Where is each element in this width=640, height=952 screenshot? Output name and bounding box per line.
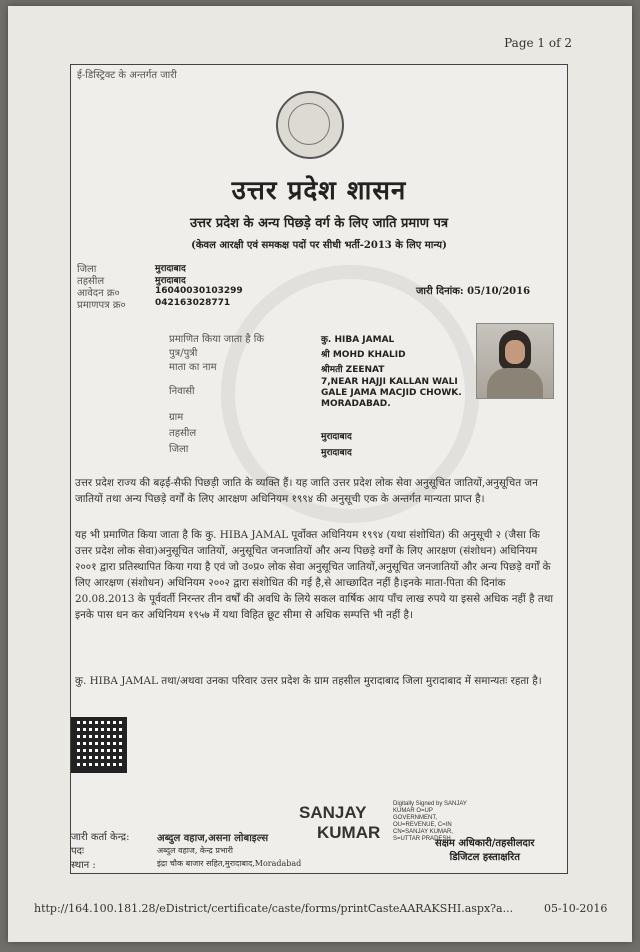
detail-value: मुरादाबाद <box>321 432 352 442</box>
detail-label: ग्राम <box>169 412 184 423</box>
certificate-title: उत्तर प्रदेश शासन <box>231 176 407 206</box>
meta-value: 16040030103299 <box>155 286 243 296</box>
certificate-frame <box>70 64 568 874</box>
detail-value: मुरादाबाद <box>321 448 352 458</box>
body-paragraph: कु. HIBA JAMAL तथा/अथवा उनका परिवार उत्तर प्रदेश के ग्राम तहसील मुरादाबाद जिला मुरादाबाद में समान्यतः रहता है। <box>75 675 542 687</box>
applicant-photo <box>476 323 554 399</box>
issuer-value: अब्दुल वहाज,असना लोबाइल्स <box>157 833 269 844</box>
certificate-note: (केवल आरक्षी एवं समकक्ष पदों पर सीधी भर्ती-2013 के लिए मान्य) <box>191 240 447 251</box>
issue-date: जारी दिनांक: 05/10/2016 <box>416 286 531 297</box>
digital-signature-text: Digitally Signed by SANJAY KUMAR O=UP GOVERNMENT, OU=REVENUE, C=IN CN=SANJAY KUMAR, S=UTTAR PRADESH <box>393 801 467 842</box>
footer-date: 05-10-2016 <box>544 902 608 915</box>
qr-code-icon <box>71 717 127 773</box>
edistrict-line: ई-डिस्ट्रिक्ट के अन्तर्गत जारी <box>77 70 177 81</box>
body-paragraph: उत्तर प्रदेश राज्य की बढ़ई-सैफी पिछड़ी जाति के व्यक्ति हैं। यह जाति उत्तर प्रदेश लोक सेवा अनुसूचित जातियों,अनुसूचित जन जातियों तथा अन्य पिछड़े वर्गों के लिए आरक्षण अधिनियम १९९४ की अनुसूची एक के अन्तर्गत मान्यता प्राप्त है। <box>75 477 538 505</box>
issuer-label: स्थान : <box>71 860 96 871</box>
issuer-value: इंद्रा चौक बाजार सहित,मुरादाबाद,Moradabad <box>157 859 302 868</box>
detail-label: तहसील <box>169 428 197 439</box>
page-number: Page 1 of 2 <box>504 36 572 50</box>
document-page <box>8 6 632 942</box>
footer-url: http://164.100.181.28/eDistrict/certificate/caste/forms/printCasteAARAKSHI.aspx?a... <box>34 902 514 915</box>
meta-label: तहसील <box>77 276 105 287</box>
authority-title: सक्षम अधिकारी/तहसीलदार डिजिटल हस्ताक्षरित <box>435 838 535 863</box>
meta-label: जिला <box>77 264 97 275</box>
detail-label: माता का नाम <box>169 362 217 373</box>
up-emblem-icon <box>276 91 344 159</box>
signer-name-1: SANJAY <box>299 803 367 822</box>
detail-label: निवासी <box>169 386 195 397</box>
detail-label: प्रमाणित किया जाता है कि <box>169 334 265 345</box>
meta-label: प्रमाणपत्र क्र० <box>77 300 126 311</box>
meta-value: मुरादाबाद <box>155 276 186 286</box>
detail-value: कु. HIBA JAMAL <box>321 335 395 345</box>
detail-value: श्रीमती ZEENAT <box>321 365 385 375</box>
detail-label: पुत्र/पुत्री <box>169 348 198 359</box>
issuer-label: जारी कर्ता केन्द्र: <box>71 832 130 843</box>
meta-label: आवेदन क्र० <box>77 288 120 299</box>
issuer-label: पदः <box>71 846 85 857</box>
body-paragraph: यह भी प्रमाणित किया जाता है कि कु. HIBA JAMAL पूर्वोक्त अधिनियम १९९४ (यथा संशोधित) की अनुसूची २ (जैसा कि उत्तर प्रदेश लोक सेवा)अनुसूचित जातियों, अनुसूचित जनजातियों और अन्य पिछड़े वर्गों के लिए आरक्षण (संशोधन) अधिनियम २००१ द्वारा प्रतिस्थापित किया गया है एवं जो उ०प्र० लोक सेवा अनुसूचित जातियों,अनुसूचित जनजातियों और अन्य पिछड़े वर्गों के लिए आरक्षण (संशोधन) अधिनियम २००२ द्वारा संशोधित की गई है,से आच्छादित नहीं है।इनके माता-पिता की दिनांक 20.08.2013 के पूर्ववर्ती निरन्तर तीन वर्षों की अवधि के लिये सकल वार्षिक आय पाँच लाख रुपये या इससे अधिक नहीं है तथा इनके पास धन कर अधिनियम १९५७ में यथा विहित छूट सीमा से अधिक सम्पत्ति भी नहीं है। <box>75 529 554 621</box>
detail-label: जिला <box>169 444 189 455</box>
detail-value: 7,NEAR HAJJI KALLAN WALI GALE JAMA MACJID CHOWK. MORADABAD. <box>321 377 462 409</box>
certificate-subtitle: उत्तर प्रदेश के अन्य पिछड़े वर्ग के लिए जाति प्रमाण पत्र <box>189 216 449 231</box>
issuer-value: अब्दुल वहाज, केन्द्र प्रभारी <box>157 846 233 855</box>
detail-value: श्री MOHD KHALID <box>321 350 406 360</box>
signer-name-2: KUMAR <box>317 823 381 842</box>
meta-value: 042163028771 <box>155 298 231 308</box>
meta-value: मुरादाबाद <box>155 264 186 274</box>
